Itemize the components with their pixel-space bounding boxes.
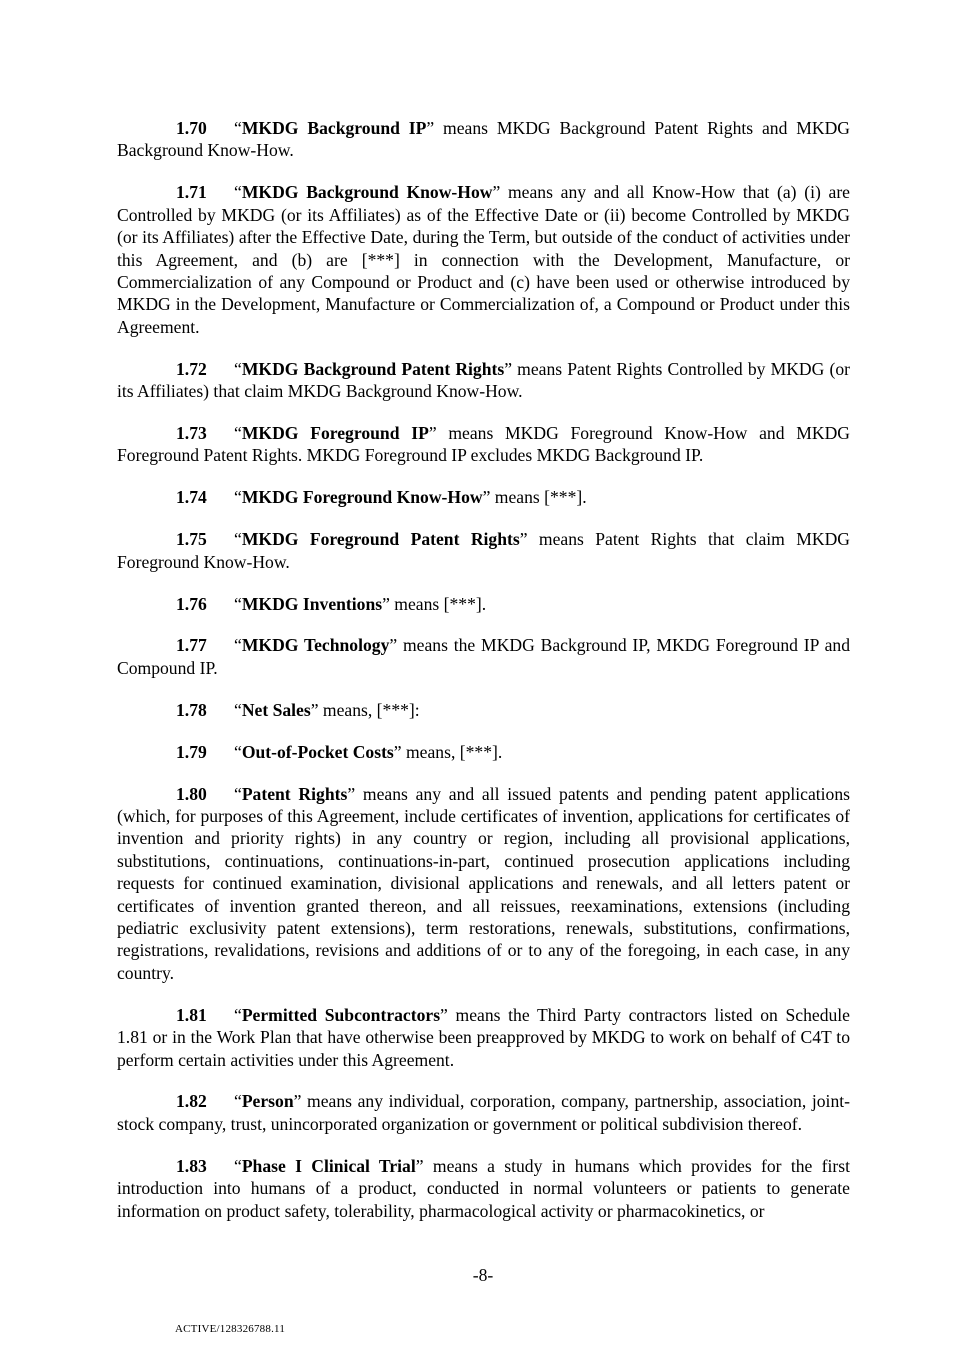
clause-number: 1.78 [176,699,207,720]
defined-term: MKDG Foreground Patent Rights [241,529,520,550]
clause-number: 1.79 [176,741,207,762]
clause-1-75: 1.75 “MKDG Foreground Patent Rights” means Patent Rights that claim MKDG Foreground Know-How. [117,529,850,572]
defined-term: Permitted Subcontractors [241,1004,441,1025]
defined-term: MKDG Foreground Know-How [241,487,483,508]
defined-term: Phase I Clinical Trial [241,1155,416,1176]
clause-1-78: 1.78 “Net Sales” means, [***]: [176,699,420,720]
defined-term: MKDG Technology [241,635,390,656]
clause-number: 1.73 [176,422,207,443]
clause-1-72: 1.72 “MKDG Background Patent Rights” means Patent Rights Controlled by MKDG (or its Affiliates) that claim MKDG Background Know-How. [117,358,850,402]
clause-text: means [***]. [490,487,587,508]
clause-text: means, [***]: [318,699,420,720]
clause-1-70: 1.70 “MKDG Background IP” means MKDG Background Patent Rights and MKDG Background Know-How. [117,118,850,161]
defined-term: Out-of-Pocket Costs [241,741,394,762]
clause-number: 1.77 [176,635,207,656]
clause-1-80: 1.80 “Patent Rights” means any and all issued patents and pending patent applications (which, for purposes of this Agreement, include certificates of invention, applications for certificates of invention and priority rights) in any country or region, including all provisional applications, substitutions, continuations, continuations-in-part, continued prosecution applications including requests for continued examination, divisional applications and renewals, and all letters patent or certificates of invention granted thereon, and all reissues, reexaminations, extensions (including pediatric exclusivity patent extensions), term restorations, renewals, substitutions, confirmations, registrations, revalidations, revisions and additions of or to any of the foregoing, in each case, in any country. [117,783,850,983]
document-body [117,117,850,1241]
clause-1-81: 1.81 “Permitted Subcontractors” means the Third Party contractors listed on Schedule 1.81 or in the Work Plan that have otherwise been preapproved by MKDG to work on behalf of C4T to perform certain activities under this Agreement. [117,1004,850,1070]
defined-term: MKDG Foreground IP [241,422,429,443]
clause-number: 1.80 [176,783,207,804]
clause-number: 1.75 [176,529,207,550]
clause-text: means any and all issued patents and pending patent applications (which, for purposes of this Agreement, include certificates of invention, applications for certificates of invention and priority rights) in any country or region, including all provisional applications, substitutions, continuations, continuations-in-part, continued prosecution applications including requests for continued examination, divisional applications and renewals, and all letters patent or certificates of invention granted thereon, and all reissues, reexaminations, extensions (including pediatric exclusivity patent extensions), term restorations, renewals, substitutions, confirmations, registrations, revalidations, revisions and additions of or to any of the foregoing, in each case, in any country. [117,783,850,983]
defined-term: MKDG Background IP [241,118,427,138]
clause-text: means any and all Know-How that (a) (i) are Controlled by MKDG (or its Affiliates) as of the Effective Date or (ii) become Controlled by MKDG (or its Affiliates) after the Effective Date, during the Term, but outside of the conduct of activities under this Agreement, and (b) are [***] in connection with the Development, Manufacture, or Commercialization of any Compound or Product and (c) have been used or otherwise introduced by MKDG in the Development, Manufacture or Commercialization of, a Compound or Product under this Agreement. [117,182,850,337]
page-number: -8- [472,1265,494,1285]
clause-number: 1.76 [176,593,207,614]
clause-1-82: 1.82 “Person” means any individual, corporation, company, partnership, association, joint-stock company, trust, unincorporated organization or government or political subdivision thereof. [117,1091,850,1134]
clause-number: 1.74 [176,487,207,508]
defined-term: MKDG Background Know-How [241,182,493,203]
defined-term: Net Sales [241,699,311,720]
clause-1-79: 1.79 “Out-of-Pocket Costs” means, [***]. [176,741,503,762]
document-id-footer: ACTIVE/128326788.11 [175,1323,286,1335]
clause-text: means any individual, corporation, company, partnership, association, joint-stock company, trust, unincorporated organization or government or political subdivision thereof. [117,1091,850,1134]
clause-1-83: 1.83 “Phase I Clinical Trial” means a study in humans which provides for the first introduction into humans of a product, conducted in normal volunteers or patients to generate information on product safety, tolerability, pharmacological activity or pharmacokinetics, or [117,1155,850,1221]
clause-1-76: 1.76 “MKDG Inventions” means [***]. [176,593,487,614]
clause-text: means Patent Rights Controlled by MKDG (or its Affiliates) that claim MKDG Background Know-How. [117,358,850,402]
clause-number: 1.83 [176,1155,207,1176]
defined-term: MKDG Inventions [241,593,383,614]
clause-1-77: 1.77 “MKDG Technology” means the MKDG Background IP, MKDG Foreground IP and Compound IP. [117,635,850,678]
clause-text: means [***]. [389,593,487,614]
clause-1-71: 1.71 “MKDG Background Know-How” means any and all Know-How that (a) (i) are Controlled by MKDG (or its Affiliates) as of the Effective Date or (ii) become Controlled by MKDG (or its Affiliates) after the Effective Date, during the Term, but outside of the conduct of activities under this Agreement, and (b) are [***] in connection with the Development, Manufacture, or Commercialization of any Compound or Product and (c) have been used or otherwise introduced by MKDG in the Development, Manufacture or Commercialization of, a Compound or Product under this Agreement. [117,182,850,337]
clause-text: means the MKDG Background IP, MKDG Foreground IP and Compound IP. [117,635,850,678]
clause-number: 1.70 [176,118,207,138]
clause-number: 1.82 [176,1091,207,1112]
clause-number: 1.71 [176,182,207,203]
clause-text: means, [***]. [401,741,503,762]
clause-1-73: 1.73 “MKDG Foreground IP” means MKDG Foreground Know-How and MKDG Foreground Patent Rights. MKDG Foreground IP excludes MKDG Background IP. [117,422,850,466]
defined-term: MKDG Background Patent Rights [241,358,505,379]
clause-text: means a study in humans which provides for the first introduction into humans of a product, conducted in normal volunteers or patients to generate information on product safety, tolerability, pharmacological activity or pharmacokinetics, or [117,1155,850,1221]
clause-number: 1.81 [176,1004,207,1025]
clause-text: means MKDG Background Patent Rights and MKDG Background Know-How. [117,118,850,161]
defined-term: Person [241,1091,294,1112]
clause-1-74: 1.74 “MKDG Foreground Know-How” means [***]. [176,487,587,508]
clause-text: means MKDG Foreground Know-How and MKDG Foreground Patent Rights. MKDG Foreground IP excludes MKDG Background IP. [117,422,850,466]
clause-number: 1.72 [176,358,207,379]
defined-term: Patent Rights [241,783,348,804]
clause-text: means the Third Party contractors listed on Schedule 1.81 or in the Work Plan that have otherwise been preapproved by MKDG to work on behalf of C4T to perform certain activities under this Agreement. [117,1004,850,1070]
clause-text: means Patent Rights that claim MKDG Foreground Know-How. [117,529,850,572]
